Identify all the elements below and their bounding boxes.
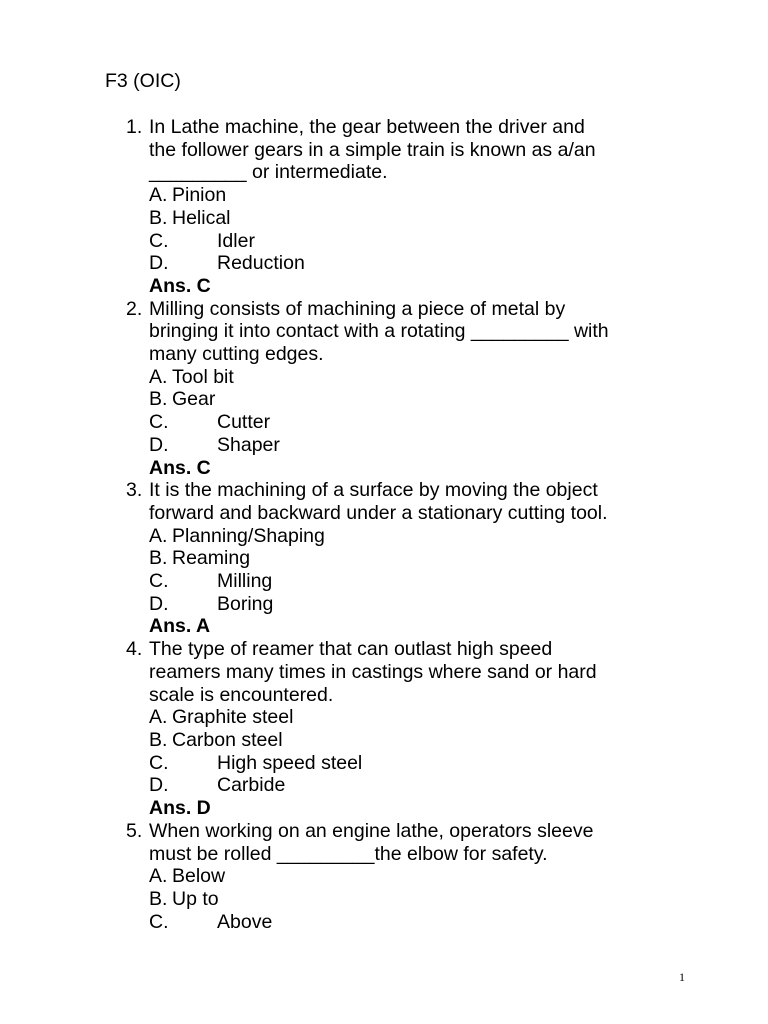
- option-text: Graphite steel: [172, 706, 294, 729]
- option-d: [149, 774, 726, 797]
- question-text-line: reamers many times in castings where sand or hard: [149, 660, 597, 683]
- question-number: 3.: [126, 479, 143, 502]
- question-5: [126, 820, 726, 934]
- option-c: [149, 411, 726, 434]
- answer-key: Ans. D: [149, 797, 211, 820]
- option-letter: D.: [149, 433, 169, 456]
- option-letter: A.: [149, 706, 168, 729]
- option-c: [149, 752, 726, 775]
- option-text: Gear: [172, 388, 216, 411]
- option-a: [149, 706, 726, 729]
- option-text: Above: [217, 910, 273, 933]
- question-text-line: the follower gears in a simple train is known as a/an: [149, 138, 596, 161]
- option-letter: D.: [149, 252, 169, 275]
- option-text: Reaming: [172, 547, 251, 570]
- question-4: [126, 638, 726, 820]
- option-letter: A.: [149, 524, 168, 547]
- option-text: Pinion: [172, 184, 227, 207]
- question-text-line: bringing it into contact with a rotating _________ with: [149, 320, 609, 343]
- option-letter: C.: [149, 751, 169, 774]
- option-a: [149, 865, 726, 888]
- question-number: 5.: [126, 819, 143, 842]
- option-text: Planning/Shaping: [172, 524, 325, 547]
- question-text-line: When working on an engine lathe, operators sleeve: [149, 819, 594, 842]
- option-d: [149, 434, 726, 457]
- question-text-line: In Lathe machine, the gear between the driver and: [149, 116, 585, 138]
- option-letter: A.: [149, 365, 168, 388]
- option-letter: D.: [149, 774, 169, 797]
- option-letter: B.: [149, 887, 168, 910]
- option-b: [149, 888, 726, 911]
- option-letter: C.: [149, 229, 169, 252]
- option-a: [149, 184, 726, 207]
- option-text: Carbon steel: [172, 728, 283, 751]
- option-a: [149, 525, 726, 548]
- option-c: [149, 911, 726, 934]
- question-text-line: Milling consists of machining a piece of metal by: [149, 297, 566, 320]
- answer-key: Ans. A: [149, 615, 211, 638]
- option-letter: C.: [149, 411, 169, 434]
- option-text: Reduction: [217, 252, 305, 275]
- question-number: 4.: [126, 638, 143, 661]
- option-letter: A.: [149, 865, 168, 888]
- question-text-line: forward and backward under a stationary cutting tool.: [149, 501, 608, 524]
- page-number: 1: [679, 970, 685, 984]
- question-text-line: The type of reamer that can outlast high speed: [149, 638, 553, 661]
- question-text-line: _________ or intermediate.: [149, 161, 388, 184]
- option-d: [149, 252, 726, 275]
- option-text: Shaper: [217, 433, 280, 456]
- option-text: Idler: [217, 229, 255, 252]
- page-title: F3 (OIC): [105, 70, 181, 92]
- question-2: [126, 298, 726, 480]
- option-c: [149, 230, 726, 253]
- answer-key: Ans. C: [149, 274, 211, 297]
- option-letter: B.: [149, 206, 168, 229]
- question-text-line: It is the machining of a surface by moving the object: [149, 479, 598, 502]
- question-text-line: scale is encountered.: [149, 683, 334, 706]
- option-d: [149, 593, 726, 616]
- option-text: Milling: [217, 570, 273, 593]
- option-b: [149, 388, 726, 411]
- option-letter: D.: [149, 592, 169, 615]
- question-list: [126, 116, 726, 933]
- option-text: High speed steel: [217, 751, 363, 774]
- question-text-line: many cutting edges.: [149, 343, 324, 366]
- option-letter: C.: [149, 910, 169, 933]
- option-b: [149, 207, 726, 230]
- option-letter: B.: [149, 388, 168, 411]
- option-a: [149, 366, 726, 389]
- question-3: [126, 479, 726, 638]
- option-text: Cutter: [217, 411, 271, 434]
- option-b: [149, 729, 726, 752]
- option-text: Up to: [172, 887, 219, 910]
- option-letter: B.: [149, 547, 168, 570]
- question-1: [126, 116, 726, 298]
- question-text-line: must be rolled _________the elbow for safety.: [149, 842, 548, 865]
- answer-key: Ans. C: [149, 456, 211, 479]
- option-c: [149, 570, 726, 593]
- option-b: [149, 547, 726, 570]
- option-letter: A.: [149, 184, 168, 207]
- question-number: 1.: [126, 116, 143, 138]
- option-letter: C.: [149, 570, 169, 593]
- option-text: Boring: [217, 592, 274, 615]
- option-text: Carbide: [217, 774, 286, 797]
- option-text: Tool bit: [172, 365, 234, 388]
- option-letter: B.: [149, 728, 168, 751]
- question-number: 2.: [126, 297, 143, 320]
- option-text: Helical: [172, 206, 231, 229]
- option-text: Below: [172, 865, 226, 888]
